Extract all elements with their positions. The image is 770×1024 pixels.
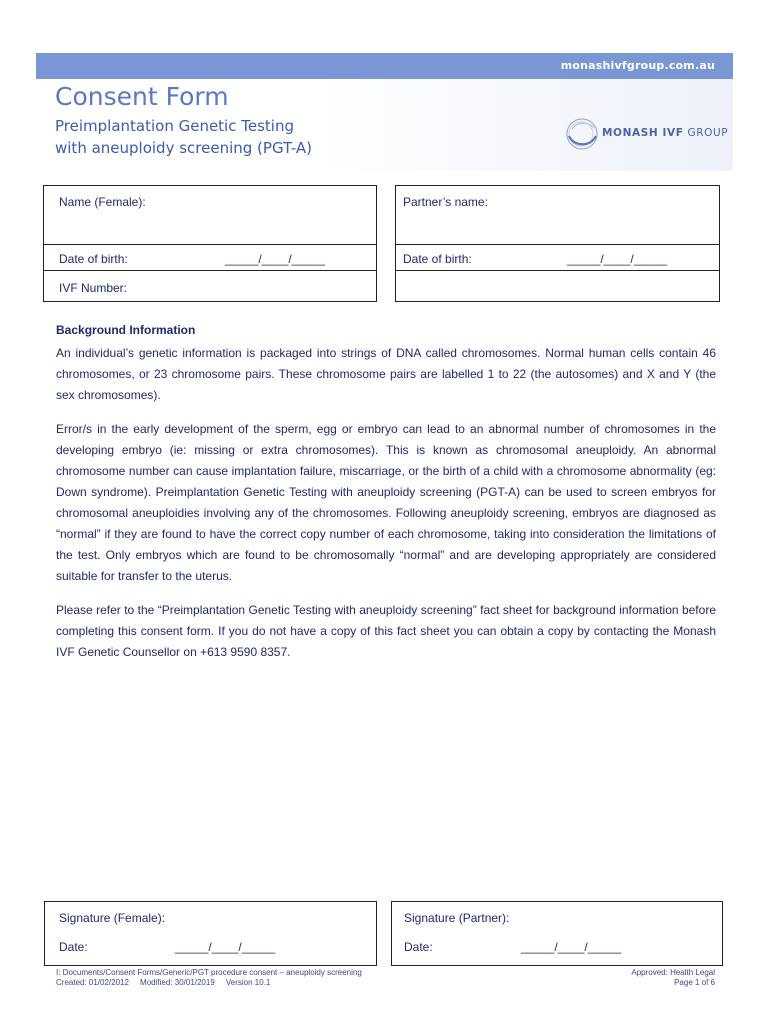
date-female-label: Date: [59,940,88,954]
patient-details-box [43,185,377,302]
website-url[interactable]: monashivfgroup.com.au [560,59,715,72]
footer-version-info: Created: 01/02/2012 Modified: 30/01/2019 Version 10.1 [56,978,271,987]
partner-name-label: Partner’s name: [403,195,488,209]
logo-swirl-icon [564,116,600,152]
signature-partner-label: Signature (Partner): [404,911,510,925]
divider [44,244,376,245]
footer-document-path: I: Documents/Consent Forms/Generic/PGT procedure consent – aneuploidy screening [56,968,362,977]
monash-ivf-logo [564,116,729,152]
name-female-label: Name (Female): [59,195,146,209]
background-paragraph: An individual’s genetic information is packaged into strings of DNA called chromosomes. Normal human cells contain 46 chromosomes, or 23 chromosome pairs. These chromosome pairs are labelled 1 to 22 (the autosomes) and X and Y (the sex chromosomes). [56,346,716,402]
partner-details-box [395,185,720,302]
background-body [56,343,716,676]
ivf-number-label: IVF Number: [59,281,128,295]
background-paragraph: Error/s in the early development of the sperm, egg or embryo can lead to an abnormal number of chromosomes in the developing embryo (ie: missing or extra chromosomes). This is known as chromosomal aneuploidy. An abnormal chromosome number can cause implantation failure, miscarriage, or the birth of a child with a chromosome abnormality (eg: Down syndrome). Preimplantation Genetic Testing with aneuploidy screening (PGT-A) can be used to screen embryos for chromosomal aneuploidies involving any of the chromosomes. Following aneuploidy screening, embryos are diagnosed as “normal” if they are found to have the correct copy number of each chromosome, taking into consideration the limitations of the test. Only embryos which are found to be chromosomally “normal” and are developing appropriately are considered suitable for transfer to the uterus. [56,422,716,583]
dob-female-field[interactable]: _____/____/_____ [225,252,326,266]
divider [396,244,719,245]
logo-wordmark: MONASH IVF GROUP [602,127,729,139]
signature-partner-box [391,901,723,966]
background-paragraph: Please refer to the “Preimplantation Genetic Testing with aneuploidy screening” fact sheet for background information before completing this consent form. If you do not have a copy of this fact sheet you can obtain a copy by contacting the Monash IVF Genetic Counsellor on +613 9590 8357. [56,603,716,659]
divider [396,270,719,271]
header-bar [36,53,733,79]
footer-right [631,968,715,988]
signature-female-label: Signature (Female): [59,911,166,925]
dob-female-label: Date of birth: [59,252,128,266]
page-title: Consent Form [55,82,229,111]
subtitle-line-1: Preimplantation Genetic Testing [55,117,294,135]
background-heading: Background Information [56,323,196,337]
dob-partner-field[interactable]: _____/____/_____ [567,252,668,266]
date-partner-field[interactable]: _____/____/_____ [521,940,622,954]
date-female-field[interactable]: _____/____/_____ [175,940,276,954]
dob-partner-label: Date of birth: [403,252,472,266]
footer-left [56,968,362,988]
footer-approved: Approved: Health Legal [631,968,715,977]
footer-page-number: Page 1 of 6 [674,978,715,987]
date-partner-label: Date: [404,940,433,954]
page-subtitle [55,115,312,159]
subtitle-line-2: with aneuploidy screening (PGT-A) [55,139,313,157]
signature-female-box [44,901,377,966]
divider [44,270,376,271]
